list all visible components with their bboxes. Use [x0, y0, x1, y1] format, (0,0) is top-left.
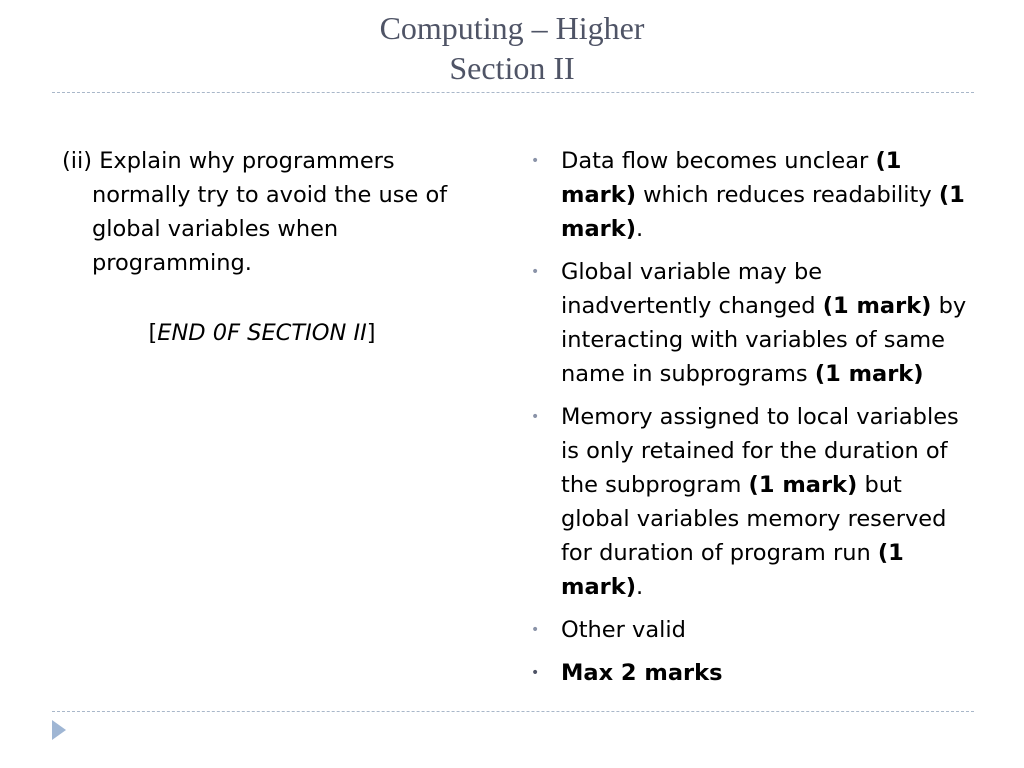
question-column: [62, 144, 482, 350]
answer-column: [528, 144, 968, 699]
mark-allocation: (1 mark): [814, 361, 924, 387]
answer-text: which reduces readability: [635, 182, 939, 208]
title-line-2: Section II: [449, 50, 575, 86]
end-bracket-open: [: [148, 320, 158, 346]
bullet-icon: •: [531, 622, 540, 638]
question-text: [62, 144, 482, 280]
end-of-section-text: END 0F SECTION II: [157, 320, 367, 346]
mark-allocation: Max 2 marks: [561, 660, 723, 686]
answer-text: Data flow becomes unclear: [561, 148, 876, 174]
answer-item: [528, 656, 968, 690]
mark-allocation: (1 mark): [561, 540, 904, 600]
end-of-section-note: [62, 316, 482, 350]
mark-allocation: (1 mark): [561, 182, 965, 242]
answer-text: Global variable may be inadvertently changed: [561, 259, 823, 319]
answer-item: [528, 613, 968, 647]
answer-text: .: [635, 574, 644, 600]
end-bracket-close: ]: [366, 320, 376, 346]
answer-text: Other valid: [561, 617, 686, 643]
question-number: (ii): [62, 148, 93, 174]
answer-item: [528, 400, 968, 604]
mark-allocation: (1 mark): [822, 293, 932, 319]
slide-title: [0, 8, 1024, 88]
answer-item: [528, 144, 968, 246]
bullet-icon: •: [531, 665, 540, 681]
bullet-icon: •: [531, 264, 540, 280]
mark-allocation: (1 mark): [561, 148, 902, 208]
answer-item: [528, 255, 968, 391]
answer-text: by interacting with variables of same name in subprograms: [561, 293, 967, 387]
title-line-1: Computing – Higher: [379, 10, 645, 46]
top-divider: [52, 92, 974, 93]
mark-allocation: (1 mark): [748, 472, 858, 498]
play-arrow-icon[interactable]: [52, 720, 66, 740]
bottom-divider: [52, 711, 974, 712]
answer-text: Memory assigned to local variables is only retained for the duration of the subprogram: [561, 404, 959, 498]
question-body: Explain why programmers normally try to avoid the use of global variables when programming.: [92, 148, 448, 276]
bullet-icon: •: [531, 153, 540, 169]
answer-text: but global variables memory reserved for duration of program run: [561, 472, 947, 566]
answer-list: [528, 144, 968, 690]
answer-text: .: [635, 216, 644, 242]
bullet-icon: •: [531, 409, 540, 425]
